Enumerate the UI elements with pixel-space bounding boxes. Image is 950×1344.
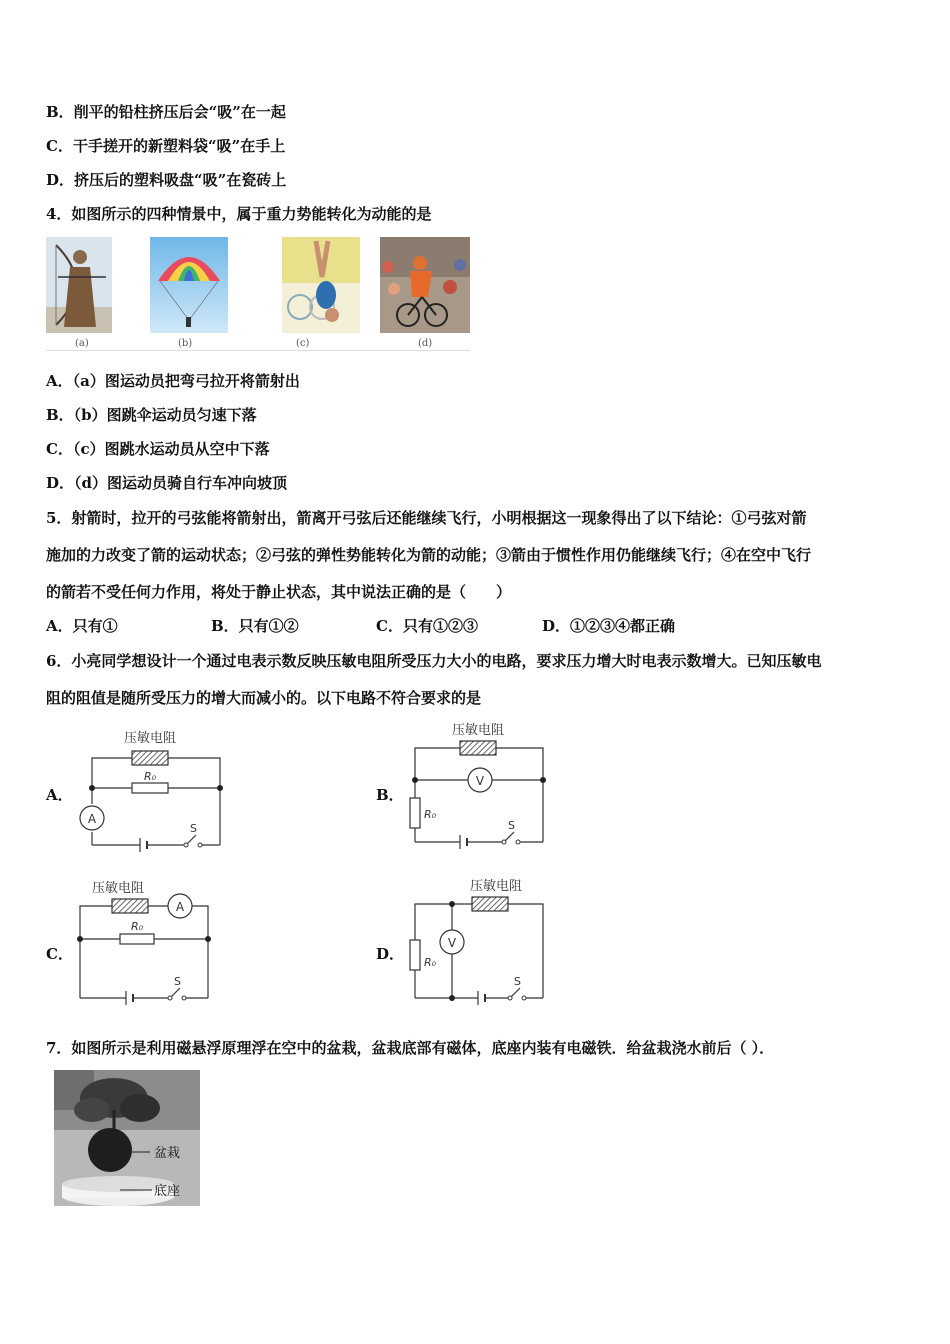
caption-a: (a) bbox=[75, 338, 89, 349]
q4-option-a: A．（a）图运动员把弯弓拉开将箭射出 bbox=[46, 372, 300, 390]
q5-option-b: B．只有①② bbox=[211, 617, 299, 635]
pressure-resistor bbox=[112, 899, 148, 913]
switch-label: S bbox=[508, 819, 515, 832]
q5-line-1: 5．射箭时，拉开的弓弦能将箭射出，箭离开弓弦后还能继续飞行，小明根据这一现象得出了以下结论：①弓弦对箭 bbox=[46, 509, 807, 527]
circuit-b bbox=[400, 718, 560, 853]
circuit-d bbox=[400, 874, 560, 1009]
pressure-resistor bbox=[472, 897, 508, 911]
r0-resistor bbox=[410, 798, 420, 828]
q5-option-c: C．只有①②③ bbox=[376, 617, 478, 635]
pressure-resistor-label: 压敏电阻 bbox=[469, 879, 523, 894]
caption-b: (b) bbox=[178, 338, 193, 349]
switch-label: S bbox=[514, 975, 521, 988]
pressure-resistor-label: 压敏电阻 bbox=[91, 881, 145, 896]
q5-options bbox=[46, 616, 906, 636]
cyclist-photo bbox=[380, 237, 470, 333]
parachute-photo bbox=[150, 237, 228, 333]
r0-resistor bbox=[410, 940, 420, 970]
q7-stem: 7．如图所示是利用磁悬浮原理浮在空中的盆栽，盆栽底部有磁体，底座内装有电磁铁．给盆栽浇水前后（ ）． bbox=[46, 1039, 775, 1057]
caption-c: (c) bbox=[296, 338, 310, 349]
q6-line-1: 6．小亮同学想设计一个通过电表示数反映压敏电阻所受压力大小的电路，要求压力增大时电表示数增大。已知压敏电 bbox=[46, 652, 822, 670]
q6-option-d-label: D． bbox=[376, 945, 405, 963]
q4-option-b: B．（b）图跳伞运动员匀速下落 bbox=[46, 406, 257, 424]
q6-option-c-label: C． bbox=[46, 945, 73, 963]
q5-line-2: 施加的力改变了箭的运动状态；②弓弦的弹性势能转化为箭的动能；③箭由于惯性作用仍能继续飞行；④在空中飞行 bbox=[46, 546, 812, 564]
base-label: 底座 bbox=[154, 1184, 181, 1199]
pressure-resistor-label: 压敏电阻 bbox=[451, 723, 505, 738]
switch-label: S bbox=[190, 822, 197, 835]
circuit-a bbox=[70, 720, 240, 855]
r0-label: R₀ bbox=[424, 956, 437, 969]
r0-resistor bbox=[132, 783, 168, 793]
voltmeter-label: V bbox=[475, 774, 485, 788]
pressure-resistor-label: 压敏电阻 bbox=[123, 731, 177, 746]
caption-d: (d) bbox=[418, 338, 433, 349]
r0-label: R₀ bbox=[143, 770, 157, 783]
r0-label: R₀ bbox=[424, 808, 437, 821]
pressure-resistor bbox=[460, 741, 496, 755]
circuit-c bbox=[70, 876, 230, 1011]
q3-option-c: C．干手搓开的新塑料袋“吸”在手上 bbox=[46, 137, 286, 155]
r0-resistor bbox=[120, 934, 154, 944]
diver-photo bbox=[282, 237, 360, 333]
q5-line-3: 的箭若不受任何力作用，将处于静止状态，其中说法正确的是（ ） bbox=[46, 583, 512, 601]
switch-label: S bbox=[174, 975, 181, 988]
q4-stem: 4．如图所示的四种情景中，属于重力势能转化为动能的是 bbox=[46, 205, 432, 223]
q5-option-d: D．①②③④都正确 bbox=[542, 617, 676, 635]
ammeter-label: A bbox=[175, 900, 185, 914]
voltmeter-label: V bbox=[447, 936, 457, 950]
q3-option-d: D．挤压后的塑料吸盘“吸”在瓷砖上 bbox=[46, 171, 287, 189]
q6-line-2: 阻的阻值是随所受压力的增大而减小的。以下电路不符合要求的是 bbox=[46, 689, 482, 707]
levitating-plant-photo bbox=[54, 1070, 200, 1206]
q3-option-b: B．削平的铅柱挤压后会“吸”在一起 bbox=[46, 103, 286, 121]
pressure-resistor bbox=[132, 751, 168, 765]
q4-option-d: D．（d）图运动员骑自行车冲向坡顶 bbox=[46, 474, 287, 492]
r0-label: R₀ bbox=[130, 920, 144, 933]
figure-divider bbox=[46, 350, 470, 351]
q4-option-c: C．（c）图跳水运动员从空中下落 bbox=[46, 440, 270, 458]
q6-option-b-label: B． bbox=[376, 786, 404, 804]
plant-label: 盆栽 bbox=[154, 1146, 181, 1161]
q5-option-a: A．只有① bbox=[46, 617, 118, 635]
archer-photo bbox=[46, 237, 112, 333]
q6-option-a-label: A． bbox=[46, 786, 73, 804]
ammeter-label: A bbox=[87, 812, 97, 826]
